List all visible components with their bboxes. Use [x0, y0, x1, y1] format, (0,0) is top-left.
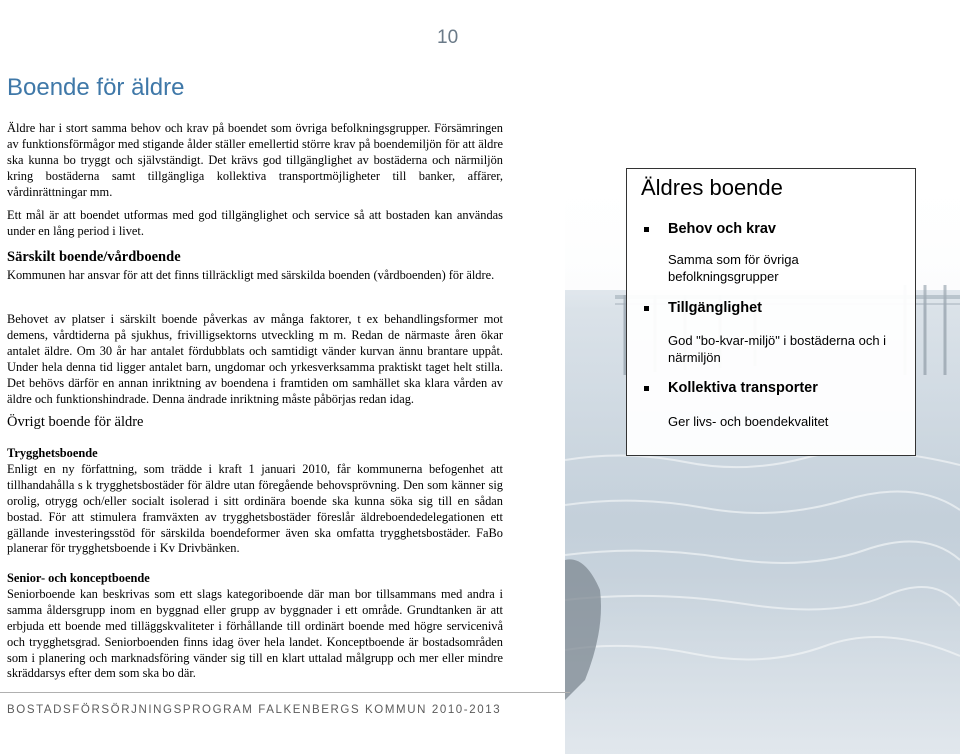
summary-item-label: Tillgänglighet [668, 300, 762, 316]
summary-item-text: Samma som för övriga befolkningsgrupper [668, 252, 799, 284]
other-housing-section [7, 415, 503, 431]
safety-housing-paragraph: Enligt en ny författning, som trädde i kraft 1 januari 2010, får kommunerna befogenhet att tillhandahålla s k trygghetsbostäder för äldre utan föregående behovsprövning. Den som känner sig orolig, otrygg och/eller socialt isolerad i sitt ordinära boende ska kunna söka sig till en sådan bostad. För att stimulera framväxten av trygghetsbostäder föreslår äldreboendedelegationen ett gällande investeringsstöd för särskilda boendeformer även ska omfatta trygghetsbostäder. FaBo planerar för trygghetsboende i Kv Drivbänken. [7, 461, 503, 556]
square-bullet-icon [644, 306, 649, 311]
footer-text: BOSTADSFÖRSÖRJNINGSPROGRAM FALKENBERGS KOMMUN 2010-2013 [7, 704, 502, 716]
summary-item-label: Behov och krav [668, 221, 776, 237]
summary-item-text: God "bo-kvar-miljö" i bostäderna och i närmiljön [668, 333, 887, 365]
special-housing-heading: Särskilt boende/vårdboende [7, 249, 181, 265]
goal-section [7, 208, 503, 240]
square-bullet-icon [644, 227, 649, 232]
special-housing-paragraph-2: Behovet av platser i särskilt boende påverkas av många faktorer, t ex behandlingsformer mot demens, vårdtiderna på sjukhus, frivilligsektorns utveckling m m. Redan de närmaste åren ökar antalet äldre. Om 30 år har antalet fördubblats och samtidigt vänder kurvan ännu brantare uppåt. Under hela denna tid ligger antalet barn, ungdomar och yrkesverksamma praktiskt taget helt stilla. Det behövs därför en annan inriktning av boendena i framtiden om samhället ska klara vården av äldre och funktionshindrade. Denna ändrade inriktning måste påbörjas redan idag. [7, 312, 503, 406]
safety-housing-heading: Trygghetsboende [7, 446, 98, 460]
special-housing-section [7, 250, 503, 284]
summary-box-title: Äldres boende [641, 175, 783, 200]
senior-housing-section [7, 571, 503, 682]
special-housing-paragraph-1: Kommunen har ansvar för att det finns tillräckligt med särskilda boenden (vårdboenden) för äldre. [7, 267, 495, 282]
square-bullet-icon [644, 386, 649, 391]
safety-housing-section [7, 446, 503, 557]
intro-paragraph-1: Äldre har i stort samma behov och krav på boendet som övriga befolkningsgrupper. Försämringen av funktionsförmågor med stigande ålder ställer emellertid större krav på boendemiljön för att äldre ska kunna bo tryggt och självständigt. Det krävs god tillgänglighet av bostäderna och närmiljön kring bostäderna samt tillgängliga kollektiva transportmöjligheter till banker, affärer, vårdinrättningar mm. [7, 121, 503, 199]
intro-paragraph-2: Ett mål är att boendet utformas med god tillgänglighet och service så att bostaden kan användas under en lång period i livet. [7, 208, 503, 238]
footer-divider [0, 692, 570, 693]
senior-housing-heading: Senior- och konceptboende [7, 571, 150, 585]
summary-item-text: Ger livs- och boendekvalitet [668, 414, 829, 429]
senior-housing-paragraph: Seniorboende kan beskrivas som ett slags kategoriboende där man bor tillsammans med andra i samma åldersgrupp inom en byggnad eller grupp av byggnader i ett område. Grundtanken är att erbjuda ett boende med tilläggskvaliteter i förhållande till ordinärt boende med högre servicenivå och trygghetsgrad. Seniorboenden finns idag över hela landet. Konceptboende är bostadsområden som i planering och marknadsföring vänder sig till en klart uttalad målgrupp och mer eller mindre skräddarsys efter dem som ska bo där. [7, 586, 503, 681]
intro-section [7, 121, 503, 201]
summary-box [626, 168, 916, 456]
page-title: Boende för äldre [7, 74, 185, 101]
page-number: 10 [437, 27, 459, 48]
other-housing-heading: Övrigt boende för äldre [7, 414, 144, 430]
special-housing-need-section [7, 312, 503, 407]
summary-item-label: Kollektiva transporter [668, 380, 818, 396]
